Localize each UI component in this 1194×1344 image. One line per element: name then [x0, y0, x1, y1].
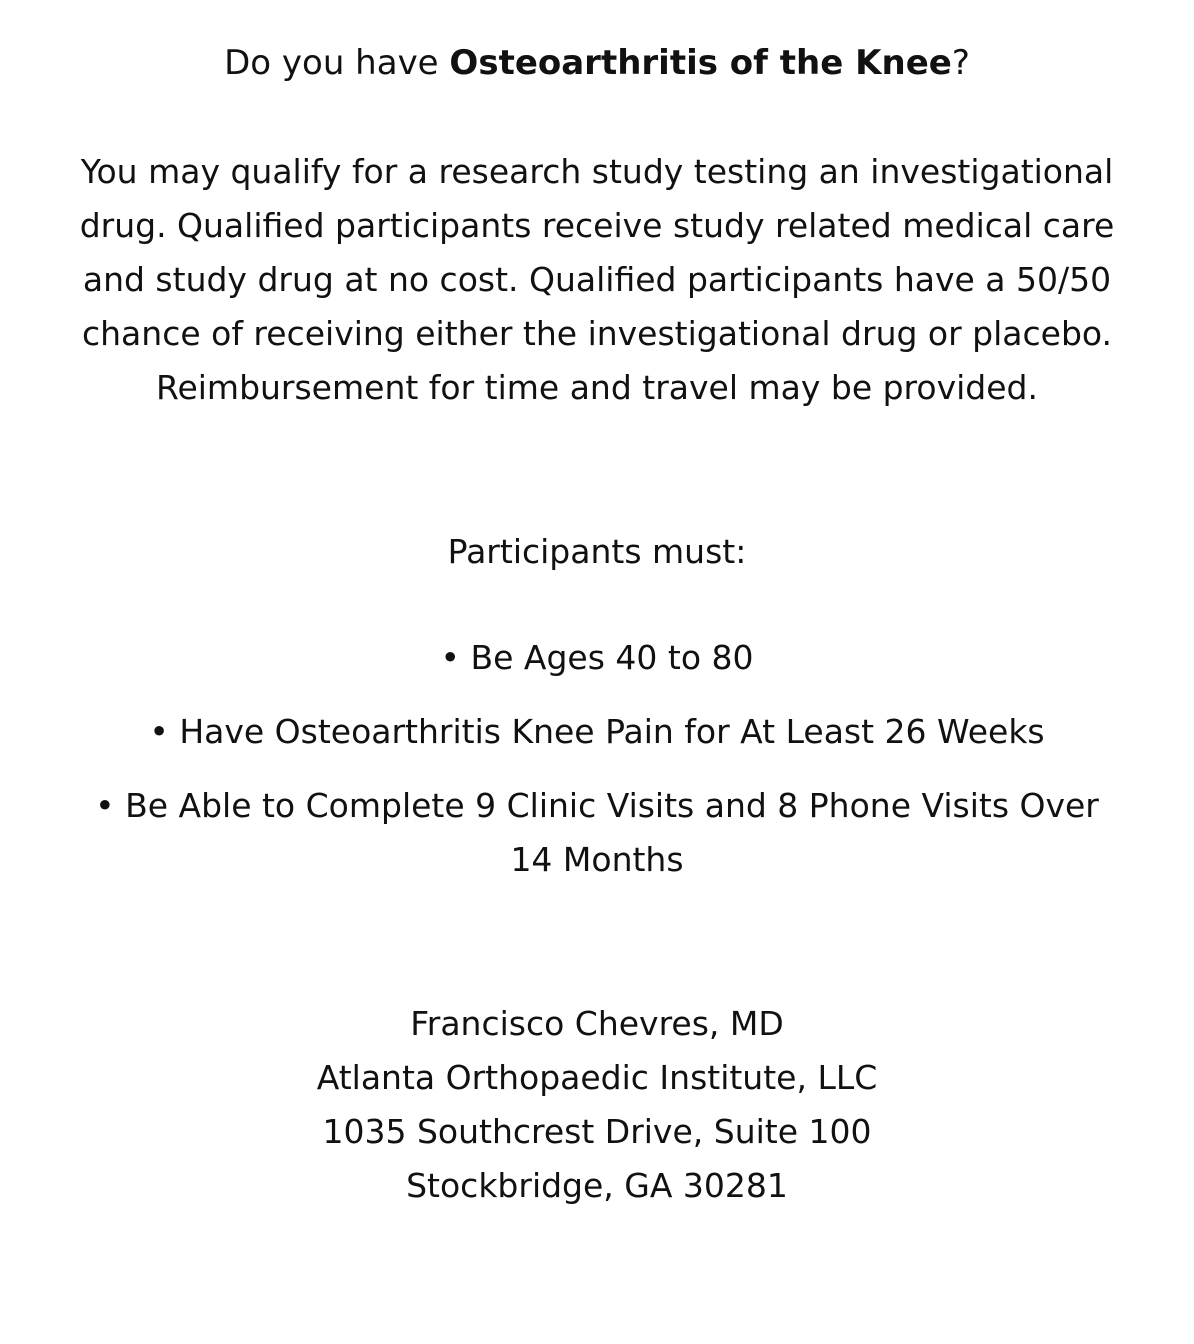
- study-description: You may qualify for a research study testing an investigational drug. Qualified participants receive study related medical care and study drug at no cost. Qualified participants have a 50/50 chance of receiving either the investigational drug or placebo. Reimbursement for time and travel may be provided.: [79, 152, 1115, 407]
- contact-address-street: 1035 Southcrest Drive, Suite 100: [322, 1112, 872, 1151]
- requirements-heading: Participants must:: [447, 532, 747, 571]
- requirement-item-age: • Be Ages 40 to 80: [440, 638, 754, 677]
- headline-suffix: ?: [951, 43, 970, 83]
- headline: [0, 38, 1194, 88]
- contact-block: [0, 997, 1194, 1213]
- requirement-item-pain-duration: • Have Osteoarthritis Knee Pain for At Least 26 Weeks: [149, 712, 1045, 751]
- requirement-item-visits: • Be Able to Complete 9 Clinic Visits and 8 Phone Visits Over 14 Months: [95, 786, 1099, 879]
- contact-organization: Atlanta Orthopaedic Institute, LLC: [316, 1058, 878, 1097]
- headline-condition: Osteoarthritis of the Knee: [449, 43, 952, 83]
- requirements-list: [70, 631, 1124, 907]
- contact-address-city: Stockbridge, GA 30281: [406, 1166, 788, 1205]
- contact-name: Francisco Chevres, MD: [410, 1004, 784, 1043]
- headline-prefix: Do you have: [224, 43, 450, 83]
